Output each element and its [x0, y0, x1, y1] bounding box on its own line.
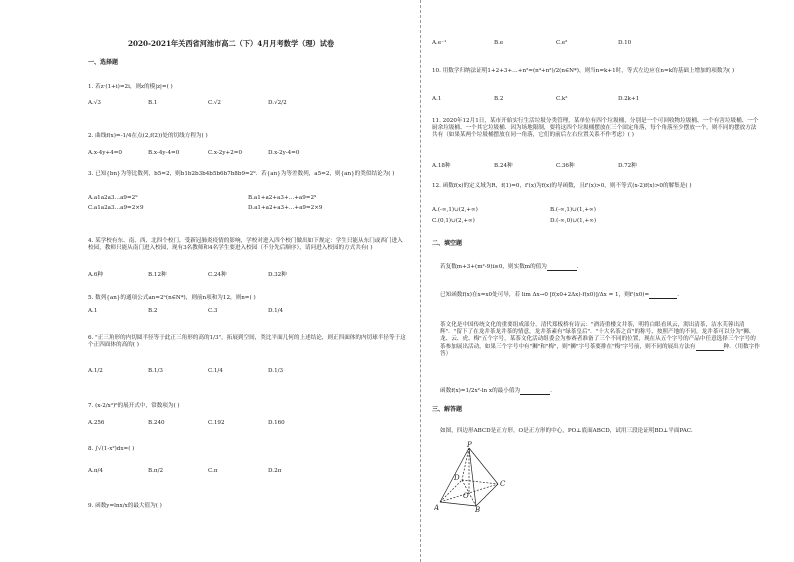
q1-option-c: C.√2 [208, 100, 221, 106]
q11-option-c: C.36种 [556, 163, 575, 169]
q9-option-d: D.10 [618, 40, 632, 46]
q5-option-d: D.1/4 [268, 308, 284, 314]
q3-option-c: C.a1a2a3…a9=2×9 [88, 205, 144, 211]
question-1: 1. 若z·(1+i)=2i，则z的模|z|=( ) [88, 84, 173, 90]
question-7: 7. (x-2/x²)⁶的展开式中，常数项为( ) [88, 403, 180, 409]
label-c: C [500, 480, 506, 488]
q12-option-b: B.(-∞,1)∪(1,+∞) [550, 207, 596, 213]
q4-option-c: C.24种 [208, 272, 227, 278]
fill-question-15 [440, 322, 760, 358]
q2-option-b: B.x-4y-4=0 [148, 150, 180, 156]
fill-14-text: 已知函数f(x)在x=x0处可导，若 lim Δx→0 [f(x0+2Δx)-f(x0)]/Δx = 1，则f'(x0)= [440, 292, 650, 298]
q8-option-c: C.π [208, 468, 218, 474]
fill-question-13: 若复数m+3+(m²-9)i≥0，则实数m的值为 . [440, 264, 579, 270]
question-3: 3. 已知{bn}为等比数列，b5=2，则b1b2b3b4b5b6b7b8b9=2⁹．若{an}为等差数列，a5=2，则{an}的类似结论为( ) [88, 171, 395, 177]
label-d: D [454, 474, 460, 482]
q5-option-a: A.1 [88, 308, 98, 314]
q1-option-a: A.√3 [88, 100, 101, 106]
edge-pd [462, 448, 469, 480]
fill-15-blank [696, 344, 724, 351]
question-10: 10. 用数学归纳法证明1+2+3+…+n²=(n⁴+n²)/2(n∈N*)，则当n=k+1时，等式左边应在n=k的基础上增加的项数为( ) [432, 68, 735, 74]
fill-16-blank [520, 388, 550, 395]
fill-16-text: 函数f(x)=1/2x²-ln x的最小值为 [440, 388, 521, 394]
q3-option-d: D.a1+a2+a3+…+a9=2×9 [248, 205, 323, 211]
q2-option-c: C.x-2y+2=0 [208, 150, 243, 156]
q11-option-b: B.24种 [494, 163, 513, 169]
fill-13-blank [547, 264, 577, 271]
q11-option-a: A.18种 [432, 163, 451, 169]
question-6: 6. "正三角形的内切圆半径等于此正三角形的高的1/3"，拓展到空间，类比平面几何的上述结论，则正四面体的内切球半径等于这个正四面体的高的( ) [88, 335, 406, 349]
fill-question-16: 函数f(x)=1/2x²-ln x的最小值为 . [440, 388, 552, 394]
solution-question-17: 如图，四边形ABCD是正方形，O是正方形的中心，PO⊥底面ABCD，试用三段论证明BD⊥平面PAC. [440, 428, 693, 434]
q4-option-a: A.6种 [88, 272, 103, 278]
q4-option-d: D.32种 [268, 272, 287, 278]
q6-option-c: C.1/4 [208, 368, 223, 374]
edge-pc [469, 448, 498, 484]
q9-option-b: B.e [494, 40, 504, 46]
page-title: 2020-2021年关西省河池市高二（下）4月月考数学（理）试卷 [128, 39, 335, 48]
q7-option-b: B.240 [148, 420, 165, 426]
label-a: A [434, 504, 440, 512]
edge-dc [462, 480, 498, 484]
q3-option-b: B.a1+a2+a3+…+a9=2⁹ [248, 195, 317, 201]
q9-option-c: C.e² [556, 40, 568, 46]
edge-ab [440, 502, 476, 506]
q8-option-d: D.2π [268, 468, 282, 474]
question-11: 11. 2020年12月1日，某市开始实行生活垃圾分类管理，某单位有四个垃圾桶，分别是一个可回收物垃圾桶、一个有害垃圾桶、一个厨余垃圾桶、一个其它垃圾桶．因为场地限制，要将这四个垃圾桶摆放在三个固定角落，每个角落至少摆放一个，则不同的摆放方法共有（如果某两个垃圾桶摆放在同一角落，它们的前后左右位置关系不作考虑）( ) [432, 118, 759, 139]
fill-15-tail: 种．（用数字作答） [440, 343, 760, 357]
q10-option-b: B.2 [494, 96, 504, 102]
q3-option-a: A.a1a2a3…a9=2⁹ [88, 195, 138, 201]
fill-13-text: 若复数m+3+(m²-9)i≥0，则实数m的值为 [440, 264, 547, 270]
section-heading-fill: 二、填空题 [432, 240, 463, 247]
question-2: 2. 曲线f(x)=-1/4在点(2,f(2))处的切线方程为( ) [88, 133, 208, 139]
q7-option-d: D.160 [268, 420, 285, 426]
q12-option-a: A.(-∞,1)∪(2,+∞) [432, 207, 478, 213]
q7-option-c: C.192 [208, 420, 225, 426]
q8-option-a: A.π/4 [88, 468, 103, 474]
q1-option-d: D.√2/2 [268, 100, 287, 106]
question-4: 4. 某学校有东、南、西、北四个校门，受新冠肺炎疫情的影响，学校对进入四个校门做出如下规定：学生只能从东门或西门进入校园，教师只能从南门进入校园，现有3名教师和4名学生要进入校园（不分先后顺序），请问进入校园的方式共有( ) [88, 238, 403, 252]
question-12: 12. 函数f(x)的定义域为R，f(1)=0，f'(x)为f(x)的导函数，且f'(x)>0，则不等式(x-2)f(x)>0的解集是( ) [432, 183, 692, 189]
question-9: 9. 函数y=lnx/x的最大值为( ) [88, 503, 162, 509]
fill-14-blank [649, 292, 677, 299]
q12-option-d: D.(-∞,0)∪(1,+∞) [550, 218, 597, 224]
column-divider [420, 0, 421, 562]
section-heading-solution: 三、解答题 [432, 406, 463, 413]
edge-pb [469, 448, 476, 506]
q10-option-c: C.k² [556, 96, 568, 102]
q11-option-d: D.72种 [618, 163, 637, 169]
question-8: 8. ∫√(1-x²)dx=( ) [88, 446, 135, 452]
question-5: 5. 数列{an}的通项公式an=2ⁿ(n∈N*)，则前n项和为12，则n=( ) [88, 295, 256, 301]
q5-option-b: B.2 [148, 308, 158, 314]
q7-option-a: A.256 [88, 420, 105, 426]
label-b: B [475, 506, 481, 512]
q6-option-a: A.1/2 [88, 368, 103, 374]
q10-option-d: D.2k+1 [618, 96, 640, 102]
section-heading-choice: 一、选择题 [88, 59, 119, 66]
q1-option-b: B.1 [148, 100, 158, 106]
q10-option-a: A.1 [432, 96, 442, 102]
q2-option-a: A.x-4y+4=0 [88, 150, 122, 156]
right-column [432, 0, 762, 562]
q8-option-b: B.π/2 [148, 468, 164, 474]
left-column [88, 0, 410, 562]
q5-option-c: C.3 [208, 308, 218, 314]
q4-option-b: B.12种 [148, 272, 167, 278]
fill-question-14: 已知函数f(x)在x=x0处可导，若 lim Δx→0 [f(x0+2Δx)-f(x0)]/Δx = 1，则f'(x0)= . [440, 292, 679, 298]
label-p: P [467, 441, 472, 449]
q6-option-b: B.1/3 [148, 368, 163, 374]
pyramid-figure [434, 440, 514, 512]
q12-option-c: C.(0,1)∪(2,+∞) [432, 218, 475, 224]
q9-option-a: A.e⁻¹ [432, 40, 447, 46]
q2-option-d: D.x-2y-4=0 [268, 150, 300, 156]
label-o: O [463, 492, 469, 500]
q6-option-d: D.1/3 [268, 368, 284, 374]
fill-15-text: 茶文化是中国传统文化的重要组成部分，清代郑板桥有诗云："酒涛重楼文井茶，明将白眼看风云，沏出清茶，洁水芙蓉出清辉"．"留下了在龙井茶龙井茶的情意，龙井茶素有"绿茶皇后"．"十大名茶之首"的称号，按照产地的不同，龙井茶可以分为"狮、龙、云、虎、梅"五个字号，某茶文化活动组委会为参赛者准备了三个不同的位置，现在从五个字号的产品中任意选择三个字号的茶参加展出活动，如果三个字号中有"狮"和"梅"，则"狮"字号茶要排在"梅"字号前，则不同的展出方法有 [440, 322, 756, 350]
